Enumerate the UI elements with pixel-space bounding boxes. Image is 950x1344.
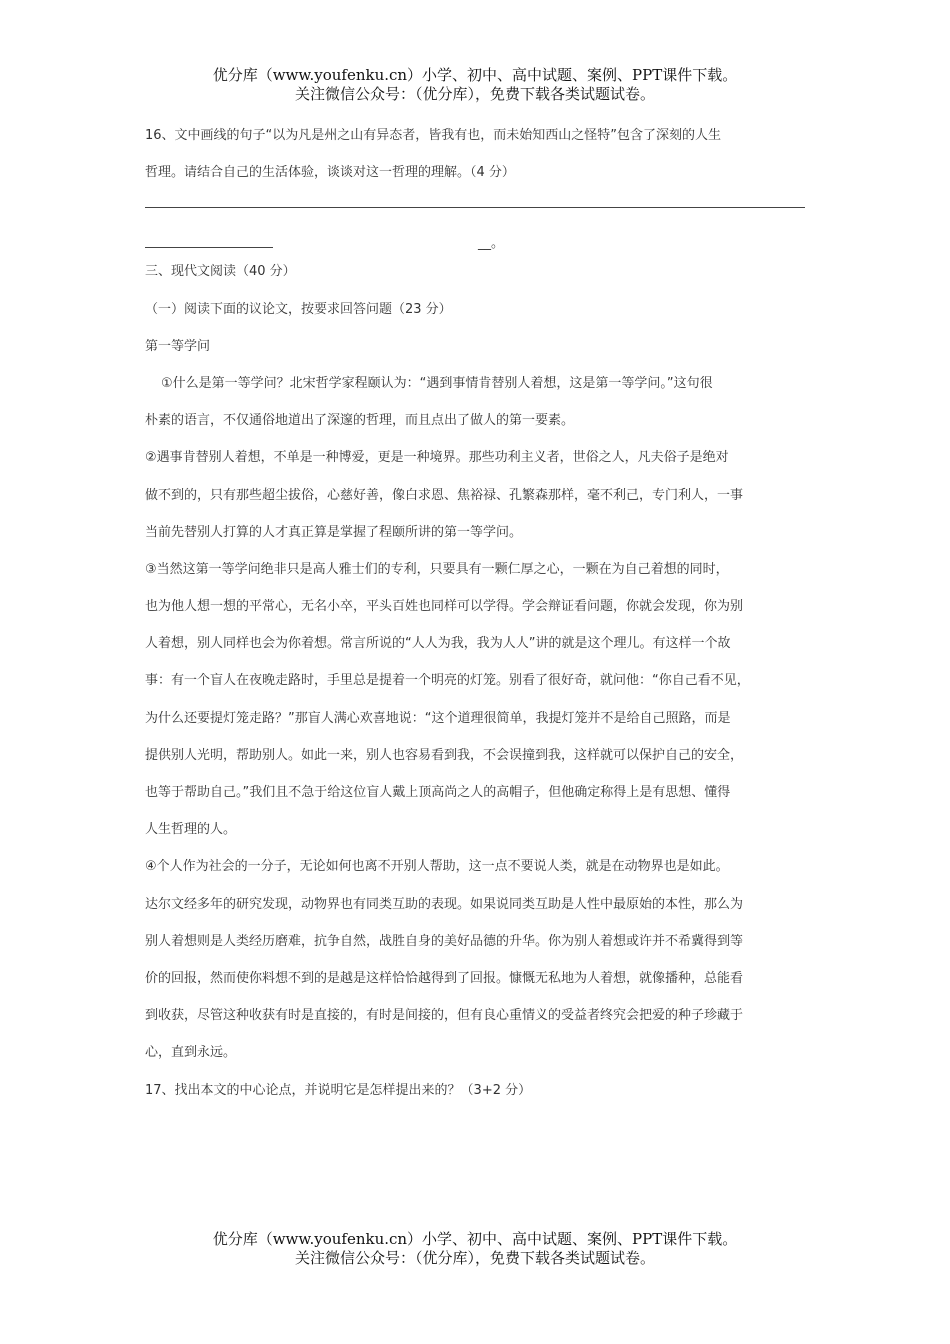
essay-line: 事：有一个盲人在夜晚走路时，手里总是提着一个明亮的灯笼。别看了很好奇，就问他：“你自己看不见， <box>145 673 750 689</box>
essay-line: ④个人作为社会的一分子，无论如何也离不开别人帮助，这一点不要说人类，就是在动物界也是如此。 <box>145 859 729 875</box>
q17-text: 17、找出本文的中心论点，并说明它是怎样提出来的？（3+2 分） <box>145 1082 532 1098</box>
essay-line: 也等于帮助自己。”我们且不急于给这位盲人戴上顶高尚之人的高帽子，但他确定称得上是有思想、懂得 <box>145 785 731 800</box>
document-body <box>145 124 815 1116</box>
q16-answer-area <box>145 198 815 260</box>
header-line-2: 关注微信公众号：（优分库），免费下载各类试题试卷。 <box>294 85 655 103</box>
answer-tail: __。 <box>478 236 505 252</box>
essay-line: 到收获，尽管这种收获有时是直接的，有时是间接的，但有良心重情义的受益者终究会把爱的种子珍藏于 <box>145 1008 744 1024</box>
essay-line: ③当然这第一等学问绝非只是高人雅士们的专利，只要具有一颗仁厚之心，一颗在为自己着想的同时， <box>145 561 729 577</box>
essay-text <box>145 372 815 1079</box>
section-3-title: 三、现代文阅读（40 分） <box>145 264 296 280</box>
essay-line: ①什么是第一等学问？北宋哲学家程颐认为：“遇到事情肯替别人着想，这是第一等学问。”这句很 <box>161 375 713 391</box>
essay-line: 价的回报，然而使你料想不到的是越是这样恰恰越得到了回报。慷慨无私地为人着想，就像播种，总能看 <box>145 970 744 986</box>
header-line-1: 优分库（www.youfenku.cn）小学、初中、高中试题、案例、PPT课件下载。 <box>212 66 738 84</box>
essay-line: 做不到的，只有那些超尘拔俗，心慈好善，像白求恩、焦裕禄、孔繁森那样，毫不利己，专门利人，一事 <box>145 487 744 503</box>
essay-line: 人生哲理的人。 <box>145 822 237 838</box>
essay-line: 人着想，别人同样也会为你着想。常言所说的“人人为我，我为人人”讲的就是这个理儿。有这样一个故 <box>145 636 731 652</box>
essay-line: 心，直到永远。 <box>145 1045 237 1061</box>
essay-line: 为什么还要提灯笼走路？”那盲人满心欢喜地说：“这个道理很简单，我提灯笼并不是给自己照路，而是 <box>145 710 731 726</box>
answer-line-2 <box>145 247 273 248</box>
essay-line: 提供别人光明，帮助别人。如此一来，别人也容易看到我，不会误撞到我，这样就可以保护自己的安全， <box>145 747 744 763</box>
essay-line: 也为他人想一想的平常心，无名小卒，平头百姓也同样可以学得。学会辩证看问题，你就会发现，你为别 <box>145 599 744 615</box>
essay-line: ②遇事肯替别人着想，不单是一种博爱，更是一种境界。那些功利主义者，世俗之人，凡夫俗子是绝对 <box>145 450 729 466</box>
page-header <box>0 66 950 104</box>
q16-line-1: 16、文中画线的句子“以为凡是州之山有异态者，皆我有也，而未始知西山之怪特”包含了深刻的人生 <box>145 128 722 143</box>
section-3-part-1: （一）阅读下面的议论文，按要求回答问题（23 分） <box>145 301 452 317</box>
answer-line-1 <box>145 207 805 208</box>
essay-line: 当前先替别人打算的人才真正算是掌握了程颐所讲的第一等学问。 <box>145 524 523 540</box>
essay-line: 别人着想则是人类经历磨难，抗争自然，战胜自身的美好品德的升华。你为别人着想或许并不希冀得到等 <box>145 933 744 949</box>
q16-line-2: 哲理。请结合自己的生活体验，谈谈对这一哲理的理解。（4 分） <box>145 165 515 181</box>
page-footer <box>0 1230 950 1268</box>
footer-line-1: 优分库（www.youfenku.cn）小学、初中、高中试题、案例、PPT课件下载。 <box>212 1230 738 1248</box>
essay-line: 朴素的语言，不仅通俗地道出了深邃的哲理，而且点出了做人的第一要素。 <box>145 413 575 429</box>
essay-title: 第一等学问 <box>145 338 211 354</box>
footer-line-2: 关注微信公众号：（优分库），免费下载各类试题试卷。 <box>294 1249 655 1267</box>
essay-line: 达尔文经多年的研究发现，动物界也有同类互助的表现。如果说同类互助是人性中最原始的本性，那么为 <box>145 896 744 912</box>
